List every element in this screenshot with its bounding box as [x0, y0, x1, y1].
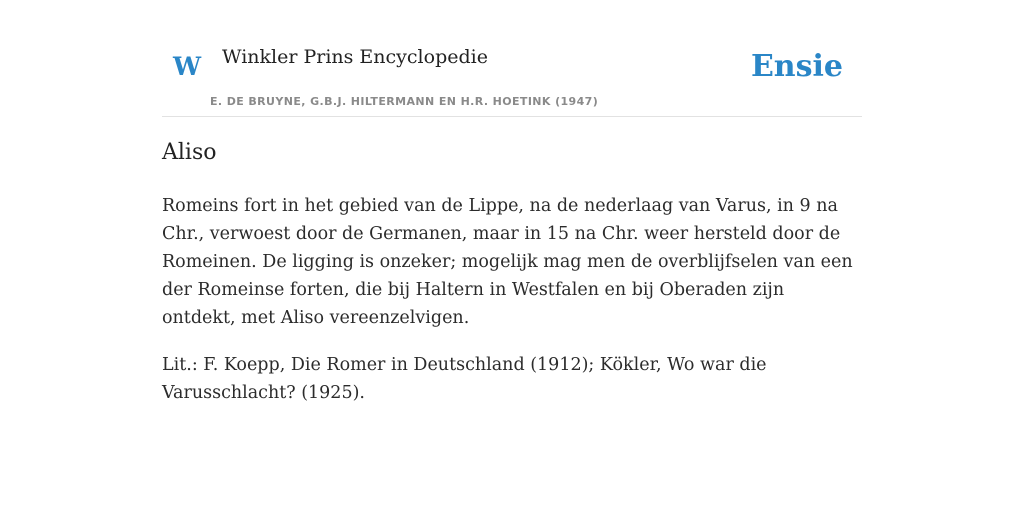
ensie-logo-link[interactable]: Ensie — [750, 49, 843, 84]
entry-title: Aliso — [162, 140, 217, 165]
header — [162, 0, 862, 117]
site-title[interactable]: Winkler Prins Encyclopedie — [222, 46, 488, 68]
page — [162, 0, 862, 403]
entry-body — [162, 192, 862, 426]
authors-line: E. DE BRUYNE, G.B.J. HILTERMANN EN H.R. HOETINK (1947) — [210, 95, 599, 108]
literature-paragraph: Lit.: F. Koepp, Die Romer in Deutschland (1912); Kökler, Wo war die Varusschlacht? (1925). — [162, 355, 767, 403]
entry-paragraph: Romeins fort in het gebied van de Lippe, na de nederlaag van Varus, in 9 na Chr., verwoest door de Germanen, maar in 15 na Chr. weer hersteld door de Romeinen. De ligging is onzeker; mogelijk mag men de overblijfselen van een der Romeinse forten, die bij Haltern in Westfalen en bij Oberaden zijn ontdekt, met Aliso vereenzelvigen. — [162, 196, 853, 328]
encyclopedia-logo-icon[interactable]: W — [173, 52, 202, 81]
